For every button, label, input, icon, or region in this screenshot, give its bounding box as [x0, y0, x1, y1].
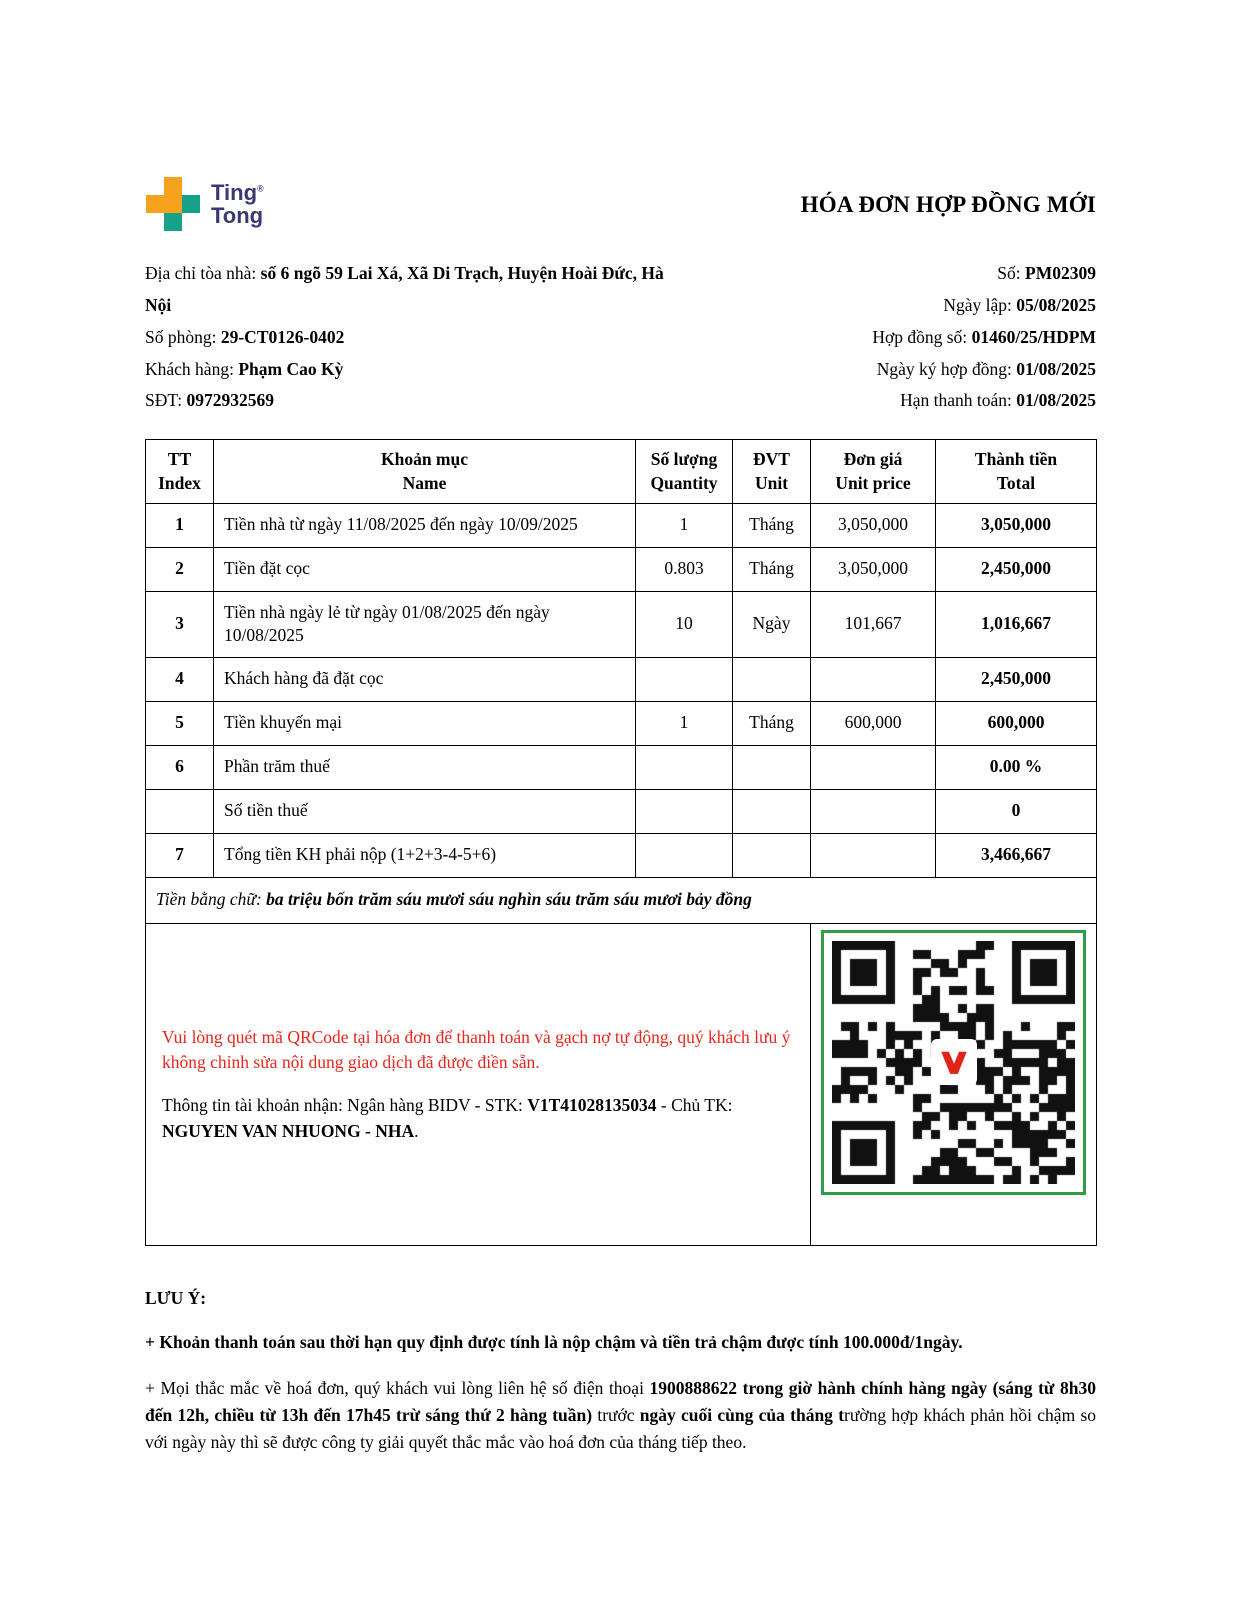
vietqr-logo-icon — [931, 1039, 977, 1085]
cell-unit — [733, 745, 811, 789]
customer-name-line: Khách hàng: Phạm Cao Kỳ — [145, 358, 344, 379]
table-row — [146, 503, 1097, 547]
table-row — [146, 547, 1097, 591]
qr-code — [821, 930, 1086, 1195]
cell-index: 1 — [146, 503, 214, 547]
issue-date-line: Ngày lập: 05/08/2025 — [943, 294, 1096, 315]
table-row — [146, 657, 1097, 701]
cell-quantity — [636, 789, 733, 833]
bank-account-info: Thông tin tài khoản nhận: Ngân hàng BIDV - STK: V1T41028135034 - Chủ TK: NGUYEN VAN NHUONG - NHA. — [162, 1095, 733, 1141]
invoice-items-table — [145, 439, 1097, 1246]
invoice-meta-left — [145, 258, 678, 417]
table-header-row — [146, 440, 1097, 503]
cell-index: 7 — [146, 833, 214, 877]
tingtong-logo — [145, 176, 264, 232]
cell-unit: Tháng — [733, 503, 811, 547]
table-row — [146, 789, 1097, 833]
cell-unit-price — [811, 745, 936, 789]
cell-total: 2,450,000 — [936, 547, 1097, 591]
invoice-number-line: Số: PM02309 — [997, 263, 1096, 283]
col-header-quantity: Số lượng Quantity — [636, 440, 733, 503]
qr-instruction-text: Vui lòng quét mã QRCode tại hóa đơn để thanh toán và gạch nợ tự động, quý khách lưu ý không chỉnh sửa nội dung giao dịch đã được điền sẵn. — [162, 1026, 791, 1072]
cell-index — [146, 789, 214, 833]
amount-in-words-row — [146, 877, 1097, 923]
contract-number-line: Hợp đồng số: 01460/25/HDPM — [872, 326, 1096, 347]
contact-note: + Mọi thắc mắc về hoá đơn, quý khách vui lòng liên hệ số điện thoại 1900888622 trong giờ hành chính hàng ngày (sáng từ 8h30 đến 12h, chiều từ 13h đến 17h45 trừ sáng thứ 2 hàng tuần) trước ngày cuối cùng của tháng trường hợp khách phản hồi chậm so với ngày này thì sẽ được công ty giải quyết thắc mắc vào hoá đơn của tháng tiếp theo. — [145, 1378, 1096, 1453]
payment-instructions — [146, 923, 811, 1245]
cell-unit: Tháng — [733, 547, 811, 591]
cell-total: 600,000 — [936, 701, 1097, 745]
table-row — [146, 701, 1097, 745]
cell-unit — [733, 833, 811, 877]
cell-index: 3 — [146, 591, 214, 657]
table-row — [146, 833, 1097, 877]
invoice-meta — [145, 258, 1096, 417]
col-header-total: Thành tiền Total — [936, 440, 1097, 503]
cell-index: 6 — [146, 745, 214, 789]
contract-sign-date-line: Ngày ký hợp đồng: 01/08/2025 — [876, 358, 1096, 379]
late-payment-note: + Khoản thanh toán sau thời hạn quy định được tính là nộp chậm và tiền trả chậm được tính 100.000đ/1ngày. — [145, 1331, 963, 1352]
payment-due-line: Hạn thanh toán: 01/08/2025 — [900, 390, 1096, 411]
cell-index: 2 — [146, 547, 214, 591]
room-number-line: Số phòng: 29-CT0126-0402 — [145, 326, 345, 347]
cell-name: Tiền nhà ngày lẻ từ ngày 01/08/2025 đến ngày 10/08/2025 — [214, 591, 636, 657]
cell-name: Tiền khuyến mại — [214, 701, 636, 745]
cell-unit-price: 101,667 — [811, 591, 936, 657]
document-title: HÓA ĐƠN HỢP ĐỒNG MỚI — [800, 192, 1096, 217]
cell-name: Tiền đặt cọc — [214, 547, 636, 591]
cell-unit: Ngày — [733, 591, 811, 657]
notes-title: LƯU Ý: — [145, 1287, 207, 1308]
notes-section — [145, 1288, 1096, 1457]
cell-index: 4 — [146, 657, 214, 701]
payment-row — [146, 923, 1097, 1245]
cell-total: 3,050,000 — [936, 503, 1097, 547]
cell-unit: Tháng — [733, 701, 811, 745]
table-row — [146, 591, 1097, 657]
col-header-name: Khoản mục Name — [214, 440, 636, 503]
cell-name: Tiền nhà từ ngày 11/08/2025 đến ngày 10/09/2025 — [214, 503, 636, 547]
cell-unit-price: 3,050,000 — [811, 547, 936, 591]
cell-quantity: 10 — [636, 591, 733, 657]
invoice-meta-right — [697, 258, 1096, 417]
cell-unit-price — [811, 657, 936, 701]
cell-total: 0 — [936, 789, 1097, 833]
cell-name: Số tiền thuế — [214, 789, 636, 833]
cell-unit-price: 600,000 — [811, 701, 936, 745]
cell-name: Phần trăm thuế — [214, 745, 636, 789]
cell-total: 0.00 % — [936, 745, 1097, 789]
cell-quantity: 1 — [636, 701, 733, 745]
cell-quantity: 0.803 — [636, 547, 733, 591]
cell-name: Tổng tiền KH phải nộp (1+2+3-4-5+6) — [214, 833, 636, 877]
table-row — [146, 745, 1097, 789]
qr-cell — [811, 923, 1097, 1245]
tingtong-logo-icon — [145, 176, 201, 232]
cell-name: Khách hàng đã đặt cọc — [214, 657, 636, 701]
cell-unit — [733, 657, 811, 701]
col-header-unit: ĐVT Unit — [733, 440, 811, 503]
building-address-line: Địa chỉ tòa nhà: số 6 ngõ 59 Lai Xá, Xã Di Trạch, Huyện Hoài Đức, Hà Nội — [145, 263, 664, 315]
cell-quantity — [636, 745, 733, 789]
cell-unit — [733, 789, 811, 833]
amount-in-words: Tiền bằng chữ: ba triệu bốn trăm sáu mươi sáu nghìn sáu trăm sáu mươi bảy đồng — [146, 877, 1097, 923]
cell-unit-price — [811, 789, 936, 833]
cell-total: 1,016,667 — [936, 591, 1097, 657]
cell-quantity — [636, 657, 733, 701]
col-header-unit-price: Đơn giá Unit price — [811, 440, 936, 503]
cell-quantity — [636, 833, 733, 877]
tingtong-wordmark: Ting® Tong — [211, 179, 264, 228]
cell-total: 3,466,667 — [936, 833, 1097, 877]
cell-total: 2,450,000 — [936, 657, 1097, 701]
cell-index: 5 — [146, 701, 214, 745]
col-header-index: TT Index — [146, 440, 214, 503]
cell-unit-price: 3,050,000 — [811, 503, 936, 547]
cell-quantity: 1 — [636, 503, 733, 547]
header — [145, 176, 1096, 232]
phone-line: SĐT: 0972932569 — [145, 390, 274, 411]
cell-unit-price — [811, 833, 936, 877]
